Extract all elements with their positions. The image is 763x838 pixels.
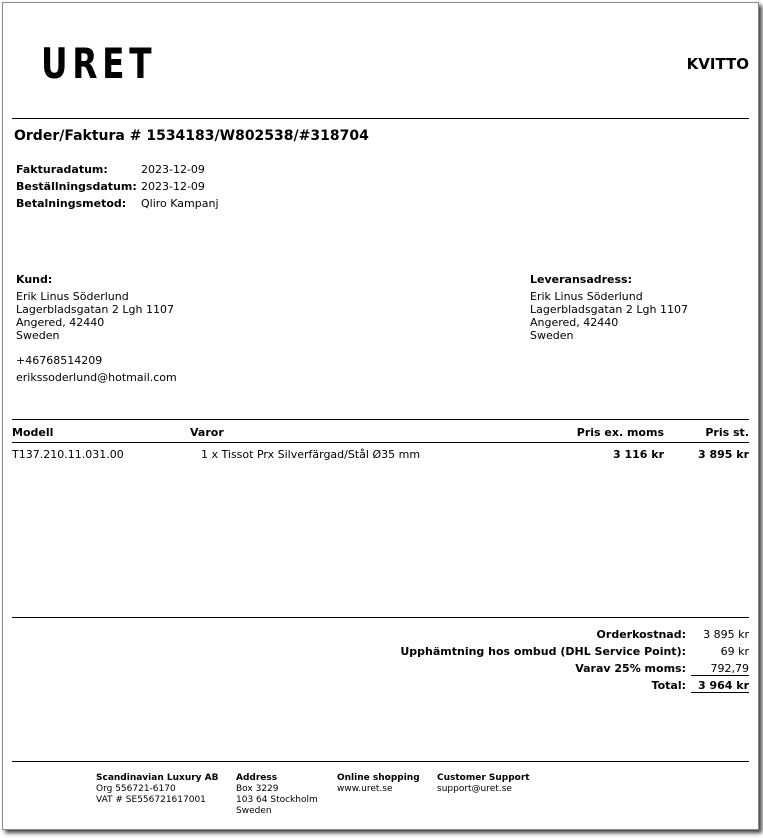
meta-value: 2023-12-09 bbox=[141, 180, 205, 193]
totals-shipping bbox=[249, 645, 749, 662]
customer-heading: Kund: bbox=[16, 273, 53, 286]
meta-label: Beställningsdatum: bbox=[16, 180, 137, 193]
footer-address-line: Sweden bbox=[236, 806, 272, 816]
delivery-heading: Leveransadress: bbox=[530, 273, 633, 286]
totals-label: Orderkostnad: bbox=[596, 628, 686, 641]
totals-label: Upphämtning hos ombud (DHL Service Point): bbox=[400, 645, 686, 658]
totals-block bbox=[249, 628, 749, 696]
customer-name: Erik Linus Söderlund bbox=[16, 290, 129, 303]
meta-order-date bbox=[16, 180, 219, 197]
totals-value: 69 kr bbox=[720, 645, 749, 658]
document-type: KVITTO bbox=[686, 55, 749, 73]
delivery-city: Angered, 42440 bbox=[530, 316, 619, 329]
receipt-page bbox=[2, 2, 759, 830]
footer-support bbox=[437, 773, 530, 795]
footer-address-heading: Address bbox=[236, 773, 278, 783]
delivery-name: Erik Linus Söderlund bbox=[530, 290, 643, 303]
customer-address bbox=[16, 273, 177, 384]
customer-email: erikssoderlund@hotmail.com bbox=[16, 371, 177, 384]
footer-support-email-link[interactable]: support@uret.se bbox=[437, 784, 512, 794]
column-header-model: Modell bbox=[12, 426, 54, 439]
totals-order-cost bbox=[249, 628, 749, 645]
meta-value: 2023-12-09 bbox=[141, 163, 205, 176]
footer-support-heading: Customer Support bbox=[437, 773, 530, 783]
items-header-row bbox=[12, 426, 749, 440]
items-top-divider bbox=[12, 419, 749, 420]
footer-company bbox=[96, 773, 219, 806]
meta-label: Fakturadatum: bbox=[16, 163, 108, 176]
delivery-country: Sweden bbox=[530, 329, 574, 342]
footer-online-heading: Online shopping bbox=[337, 773, 420, 783]
items-header-divider bbox=[12, 442, 749, 443]
meta-value: Qliro Kampanj bbox=[141, 197, 219, 210]
totals-label: Total: bbox=[651, 679, 686, 692]
footer-website-link[interactable]: www.uret.se bbox=[337, 784, 393, 794]
item-price-each: 3 895 kr bbox=[697, 448, 749, 461]
meta-payment-method bbox=[16, 197, 219, 214]
totals-value: 3 895 kr bbox=[703, 628, 749, 641]
totals-value: 3 964 kr bbox=[691, 679, 749, 693]
header-divider bbox=[12, 118, 749, 119]
table-row bbox=[12, 448, 749, 462]
brand-logo: URET bbox=[41, 39, 157, 88]
item-price-ex: 3 116 kr bbox=[612, 448, 664, 461]
totals-label: Varav 25% moms: bbox=[575, 662, 686, 675]
item-product: 1 x Tissot Prx Silverfärgad/Stål Ø35 mm bbox=[201, 448, 421, 461]
footer-company-name: Scandinavian Luxury AB bbox=[96, 773, 219, 783]
items-bottom-divider bbox=[12, 617, 749, 618]
item-model: T137.210.11.031.00 bbox=[12, 448, 124, 461]
footer-address-line: 103 64 Stockholm bbox=[236, 795, 318, 805]
order-meta bbox=[16, 163, 219, 214]
totals-vat bbox=[249, 662, 749, 679]
delivery-address bbox=[530, 273, 688, 342]
totals-grand-total bbox=[249, 679, 749, 696]
delivery-street: Lagerbladsgatan 2 Lgh 1107 bbox=[530, 303, 688, 316]
footer-online bbox=[337, 773, 420, 795]
footer-vat-number: VAT # SE556721617001 bbox=[96, 795, 206, 805]
order-title: Order/Faktura # 1534183/W802538/#318704 bbox=[14, 128, 369, 144]
footer-org-number: Org 556721-6170 bbox=[96, 784, 176, 794]
meta-invoice-date bbox=[16, 163, 219, 180]
customer-phone: +46768514209 bbox=[16, 354, 103, 367]
customer-street: Lagerbladsgatan 2 Lgh 1107 bbox=[16, 303, 174, 316]
footer-divider bbox=[12, 761, 749, 762]
customer-country: Sweden bbox=[16, 329, 60, 342]
column-header-price-each: Pris st. bbox=[705, 426, 749, 439]
column-header-price-ex: Pris ex. moms bbox=[576, 426, 664, 439]
footer-address bbox=[236, 773, 318, 817]
customer-city: Angered, 42440 bbox=[16, 316, 105, 329]
meta-label: Betalningsmetod: bbox=[16, 197, 127, 210]
footer-address-line: Box 3229 bbox=[236, 784, 279, 794]
column-header-product: Varor bbox=[190, 426, 224, 439]
totals-value: 792,79 bbox=[691, 662, 749, 676]
